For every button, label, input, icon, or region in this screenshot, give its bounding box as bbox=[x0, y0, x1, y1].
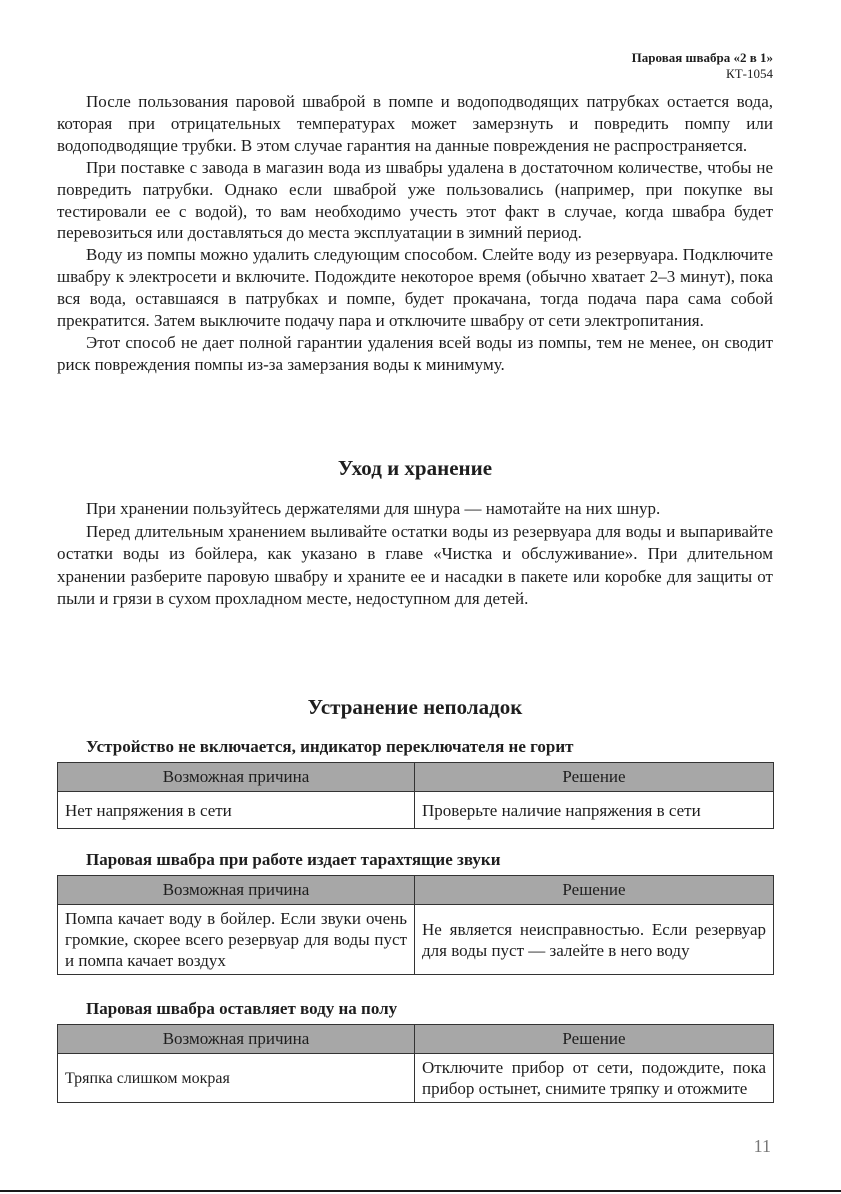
solution-column-header: Решение bbox=[415, 1025, 774, 1054]
running-header bbox=[632, 50, 773, 82]
table-row bbox=[58, 1054, 774, 1103]
problem-3-title: Паровая швабра оставляет воду на полу bbox=[86, 999, 398, 1018]
solution-cell: Отключите прибор от сети, подождите, пока прибор остынет, снимите тряпку и отожмите bbox=[415, 1054, 774, 1103]
cause-cell: Тряпка слишком мокрая bbox=[58, 1054, 415, 1103]
storage-paragraph-2: Перед длительным хранением выливайте остатки воды из резервуара для воды и выпаривайте остатки воды из бойлера, как указано в главе «Чистка и обслуживание». При длительном хранении разберите паровую швабру и храните ее и насадки в пакете или коробке для защиты от пыли и грязи в сухом прохладном месте, недоступном для детей. bbox=[57, 521, 773, 608]
bottom-rule bbox=[0, 1190, 841, 1192]
table-row bbox=[58, 905, 774, 975]
cause-cell: Помпа качает воду в бойлер. Если звуки очень громкие, скорее всего резервуар для воды пуст и помпа качает воздух bbox=[58, 905, 415, 975]
header-model-number: КТ-1054 bbox=[726, 66, 773, 81]
intro-paragraph-1: После пользования паровой шваброй в помпе и водоподводящих патрубках остается вода, которая при отрицательных температурах может замерзнуть и повредить помпу или водоподводящие трубки. В этом случае гарантия на данные повреждения не распространяется. bbox=[57, 92, 773, 155]
intro-paragraph-3: Воду из помпы можно удалить следующим способом. Слейте воду из резервуара. Подключите швабру к электросети и включите. Подождите некоторое время (обычно хватает 2–3 минут), пока вся вода, оставшаяся в патрубках и помпе, будет прокачана, тогда подача пара сама собой прекратится. Затем выключите подачу пара и отключите швабру от сети электропитания. bbox=[57, 245, 773, 331]
solution-column-header: Решение bbox=[415, 876, 774, 905]
problem-1-table bbox=[57, 762, 774, 829]
table-row bbox=[58, 792, 774, 829]
solution-column-header: Решение bbox=[415, 763, 774, 792]
table-header-row bbox=[58, 763, 774, 792]
intro-paragraph-2: При поставке с завода в магазин вода из швабры удалена в достаточном количестве, чтобы не повредить патрубки. Однако если шваброй уже пользовались (например, при покупке вы тестировали ее с водой), то вам необходимо учесть этот факт в случае, когда швабра будет перевозиться или доставляться до места эксплуатации в зимний период. bbox=[57, 157, 773, 243]
header-product-title: Паровая швабра «2 в 1» bbox=[631, 50, 773, 65]
solution-cell: Проверьте наличие напряжения в сети bbox=[415, 792, 774, 829]
problem-1-title: Устройство не включается, индикатор переключателя не горит bbox=[86, 737, 574, 756]
page-number: 11 bbox=[753, 1136, 771, 1156]
cause-column-header: Возможная причина bbox=[58, 1025, 415, 1054]
troubleshooting-heading: Устранение неполадок bbox=[307, 695, 523, 719]
storage-paragraph-1: При хранении пользуйтесь держателями для шнура — намотайте на них шнур. bbox=[86, 499, 661, 518]
problem-2-title: Паровая швабра при работе издает тарахтящие звуки bbox=[86, 850, 501, 869]
storage-section bbox=[57, 498, 773, 611]
intro-section bbox=[57, 91, 773, 376]
problem-2-table bbox=[57, 875, 774, 975]
intro-paragraph-4: Этот способ не дает полной гарантии удаления всей воды из помпы, тем не менее, он сводит риск повреждения помпы из-за замерзания воды к минимуму. bbox=[57, 332, 773, 374]
problem-3-table bbox=[57, 1024, 774, 1103]
cause-column-header: Возможная причина bbox=[58, 876, 415, 905]
storage-heading: Уход и хранение bbox=[337, 456, 493, 480]
cause-column-header: Возможная причина bbox=[58, 763, 415, 792]
cause-cell: Нет напряжения в сети bbox=[58, 792, 415, 829]
table-header-row bbox=[58, 876, 774, 905]
solution-cell: Не является неисправностью. Если резервуар для воды пуст — залейте в него воду bbox=[415, 905, 774, 975]
table-header-row bbox=[58, 1025, 774, 1054]
